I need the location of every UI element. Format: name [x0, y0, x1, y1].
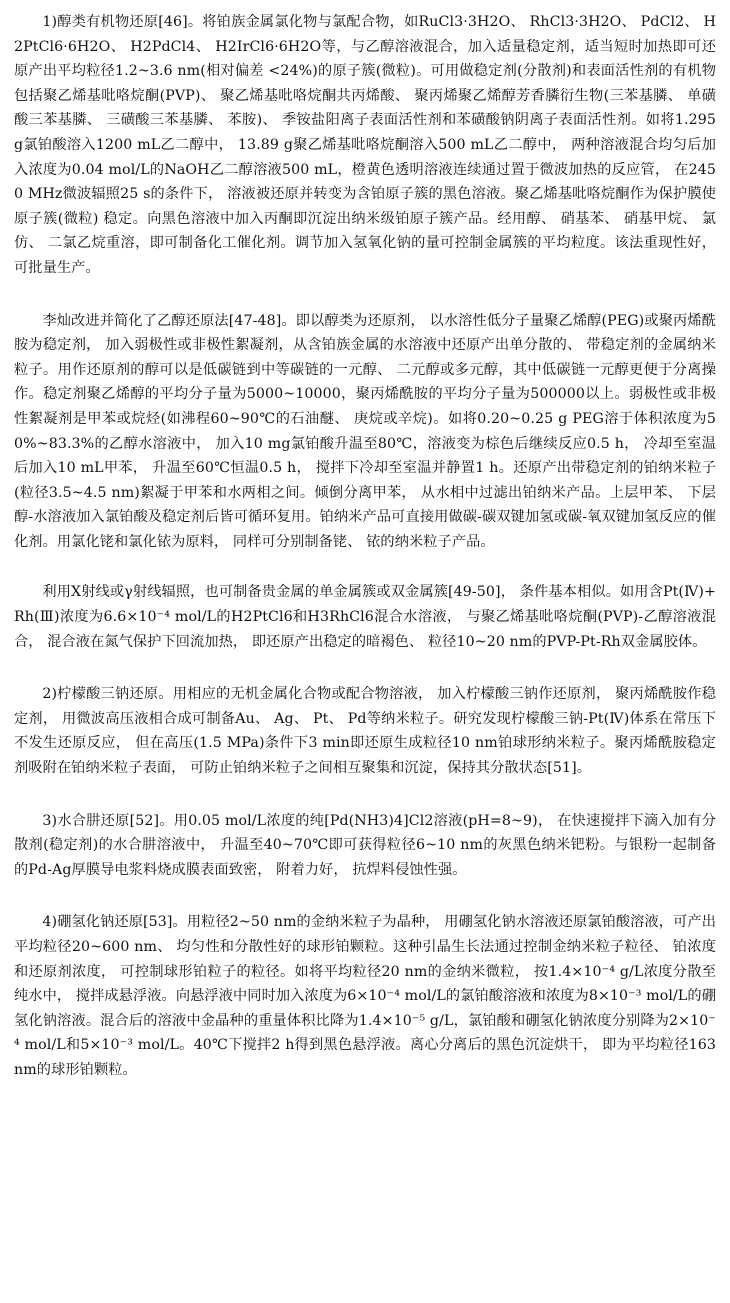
paragraph-citrate-reduction: 2)柠檬酸三钠还原。用相应的无机金属化合物或配合物溶液， 加入柠檬酸三钠作还原剂， 聚丙烯酰胺作稳定剂， 用微波高压液相合成可制备Au、 Ag、 Pt、 Pd等纳米粒子。研究发现柠檬酸三钠-Pt(Ⅳ)体系在常压下不发生还原反应， 但在高压(1.5 MPa)条件下3 min即还原生成粒径10 nm铂球形纳米粒子。聚丙烯酰胺稳定剂吸附在铂纳米粒子表面， 可防止铂纳米粒子之间相互聚集和沉淀，保持其分散状态[51]。	[14, 686, 716, 777]
paragraph-borohydride-reduction: 4)硼氢化钠还原[53]。用粒径2~50 nm的金纳米粒子为晶种， 用硼氢化钠水溶液还原氯铂酸溶液，可产出平均粒径20~600 nm、 均匀性和分散性好的球形铂颗粒。这种引晶生长法通过控制金纳米粒子粒径、 铂浓度和还原剂浓度， 可控制球形铂粒子的粒径。如将平均粒径20 nm的金纳米微粒， 按1.4×10⁻⁴ g/L浓度分散至纯水中， 搅拌成悬浮液。向悬浮液中同时加入浓度为6×10⁻⁴ mol/L的氯铂酸溶液和浓度为8×10⁻³ mol/L的硼氢化钠溶液。混合后的溶液中金晶种的重量体积比降为1.4×10⁻⁵ g/L，氯铂酸和硼氢化钠浓度分别降为2×10⁻⁴ mol/L和5×10⁻³ mol/L。40℃下搅拌2 h得到黑色悬浮液。离心分离后的黑色沉淀烘干， 即为平均粒径163 nm的球形铂颗粒。	[14, 914, 716, 1078]
paragraph-ethanol-reduction-improved: 李灿改进并简化了乙醇还原法[47-48]。即以醇类为还原剂， 以水溶性低分子量聚乙烯醇(PEG)或聚丙烯酰胺为稳定剂， 加入弱极性或非极性絮凝剂，从含铂族金属的水溶液中还原产出单分散的、 带稳定剂的金属纳米粒子。用作还原剂的醇可以是低碳链到中等碳链的一元醇、 二元醇或多元醇，其中低碳链一元醇更便于分离操作。稳定剂聚乙烯醇的平均分子量为5000~10000，聚丙烯酰胺的平均分子量为500000以上。弱极性或非极性絮凝剂是甲苯或烷烃(如沸程60~90℃的石油醚、 庚烷或辛烷)。如将0.20~0.25 g PEG溶于体积浓度为50%~83.3%的乙醇水溶液中， 加入10 mg氯铂酸升温至80℃，溶液变为棕色后继续反应0.5 h， 冷却至室温后加入10 mL甲苯， 升温至60℃恒温0.5 h， 搅拌下冷却至室温并静置1 h。还原产出带稳定剂的铂纳米粒子(粒径3.5~4.5 nm)絮凝于甲苯和水两相之间。倾倒分离甲苯， 从水相中过滤出铂纳米产品。上层甲苯、 下层醇-水溶液加入氯铂酸及稳定剂后皆可循环复用。铂纳米产品可直接用做碳-碳双键加氢或碳-氧双键加氢反应的催化剂。用氯化铑和氯化铱为原料， 同样可分别制备铑、 铱的纳米粒子产品。	[14, 312, 716, 550]
paragraph-radiation-reduction: 利用X射线或γ射线辐照，也可制备贵金属的单金属簇或双金属簇[49-50]， 条件基本相似。如用含Pt(Ⅳ)+Rh(Ⅲ)浓度为6.6×10⁻⁴ mol/L的H2PtCl6和H3RhCl6混合水溶液， 与聚乙烯基吡咯烷酮(PVP)-乙醇溶液混合， 混合液在氮气保护下回流加热， 即还原产出稳定的暗褐色、 粒径10~20 nm的PVP-Pt-Rh双金属胶体。	[14, 584, 716, 650]
paragraph-hydrazine-reduction: 3)水合肼还原[52]。用0.05 mol/L浓度的纯[Pd(NH3)4]Cl2溶液(pH=8~9)， 在快速搅拌下滴入加有分散剂(稳定剂)的水合肼溶液中， 升温至40~70℃即可获得粒径6~10 nm的灰黑色纳米钯粉。与银粉一起制备的Pd-Ag厚膜导电浆料烧成膜表面致密， 附着力好， 抗焊料侵蚀性强。	[14, 812, 716, 878]
paragraph-alcohol-reduction: 1)醇类有机物还原[46]。将铂族金属氯化物与氯配合物，如RuCl3·3H2O、 RhCl3·3H2O、 PdCl2、 H2PtCl6·6H2O、 H2PdCl4、 H2IrCl6·6H2O等，与乙醇溶液混合，加入适量稳定剂，适当短时加热即可还原产出平均粒径1.2~3.6 nm(相对偏差 <24%)的原子簇(微粒)。可用做稳定剂(分散剂)和表面活性剂的有机物包括聚乙烯基吡咯烷酮(PVP)、 聚乙烯基吡咯烷酮共丙烯酸、 聚丙烯聚乙烯醇芳香膦衍生物(三苯基膦、 单磺酸三苯基膦、 三磺酸三苯基膦、 苯胺)、 季铵盐阳离子表面活性剂和苯磺酸钠阴离子表面活性剂。如将1.295 g氯铂酸溶入1200 mL乙二醇中， 13.89 g聚乙烯基吡咯烷酮溶入500 mL乙二醇中， 两种溶液混合均匀后加入浓度为0.04 mol/L的NaOH乙二醇溶液500 mL，橙黄色透明溶液连续通过置于微波加热的反应管， 在2450 MHz微波辐照25 s的条件下， 溶液被还原并转变为含铂原子簇的黑色溶液。聚乙烯基吡咯烷酮作为保护膜使原子簇(微粒) 稳定。向黑色溶液中加入丙酮即沉淀出纳米级铂原子簇产品。经用醇、 硝基苯、 硝基甲烷、 氯仿、 二氯乙烷重溶，即可制备化工催化剂。调节加入氢氧化钠的量可控制金属簇的平均粒度。该法重现性好， 可批量生产。	[14, 14, 716, 276]
